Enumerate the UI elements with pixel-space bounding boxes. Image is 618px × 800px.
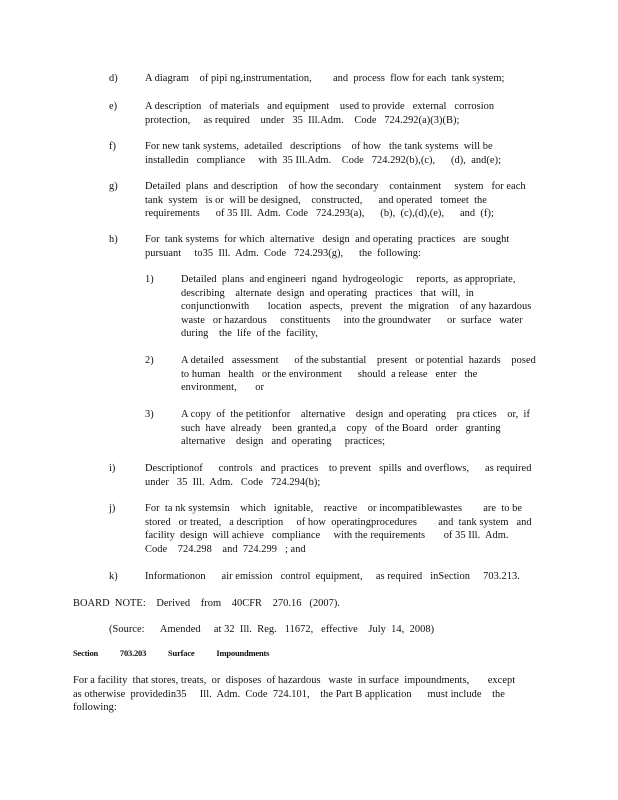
text-line: stored or treated, a description of how operatingprocedures and tank system and [145, 516, 532, 528]
text-line: conjunctionwith location aspects, prevent the migration of any hazardous [181, 301, 532, 313]
text-line: For new tank systems, adetailed descriptions of how the tank systems will be [145, 141, 493, 152]
text-line: facility design will achieve compliance with the requirements of 35 Ill. Adm. [145, 530, 509, 542]
sub-item-text [181, 408, 541, 449]
sub-item-label: 2) [145, 355, 154, 366]
text-line: A description of materials and equipment used to provide external corrosion [145, 101, 495, 112]
text-line: such have already been granted,a copy of the Board order granting [181, 422, 501, 434]
item-text [145, 233, 541, 260]
text-line: tank system is or will be designed, constructed, and operated tomeet the [145, 194, 487, 206]
sub-item-label: 3) [145, 409, 154, 420]
text-line: A copy of the petitionfor alternative design and operating pra ctices or, if [181, 409, 530, 420]
item-label: g) [109, 181, 118, 192]
item-text [145, 462, 541, 489]
item-text [145, 502, 541, 556]
text-line: Informationon air emission control equipment, as required inSection 703.213. [145, 571, 520, 582]
item-label: k) [109, 571, 118, 582]
text-line: protection, as required under 35 Ill.Adm. Code 724.292(a)(3)(B); [145, 114, 460, 126]
item-text [145, 570, 541, 584]
section-title-part: Surface [168, 648, 195, 658]
text-line: following: [73, 702, 117, 714]
section-heading [73, 648, 269, 658]
item-label: f) [109, 141, 117, 152]
section-intro-paragraph [73, 674, 541, 715]
text-line: A detailed assessment of the substantial present or potential hazards posed [181, 355, 536, 366]
text-line: as otherwise providedin35 Ill. Adm. Code 724.101, the Part B application must include the [73, 688, 505, 700]
text-line: Detailed plans and description of how the secondary containment system for each [145, 181, 526, 192]
text-line: For a facility that stores, treats, or disposes of hazardous waste in surface impoundments, except [73, 675, 516, 686]
section-title-part: Impoundments [216, 648, 270, 658]
item-text [145, 72, 541, 86]
text-line: Descriptionof controls and practices to prevent spills and overflows, as required [145, 463, 532, 474]
item-label: e) [109, 101, 118, 112]
text-line: Code 724.298 and 724.299 ; and [145, 543, 306, 555]
section-word: Section [73, 648, 99, 658]
text-line: requirements of 35 Ill. Adm. Code 724.293(a), (b), (c),(d),(e), and (f); [145, 208, 494, 220]
text-line: For ta nk systemsin which ignitable, reactive or incompatiblewastes are to be [145, 503, 523, 514]
item-text [145, 180, 541, 221]
item-label: d) [109, 73, 118, 84]
item-label: j) [109, 503, 116, 514]
board-note-text: BOARD NOTE: Derived from 40CFR 270.16 (2007). [73, 598, 341, 609]
item-text [145, 140, 541, 167]
item-label: i) [109, 463, 116, 474]
sub-item-text [181, 354, 541, 395]
text-line: under 35 Ill. Adm. Code 724.294(b); [145, 476, 321, 488]
text-line: installedin compliance with 35 Ill.Adm. Code 724.292(b),(c), (d), and(e); [145, 154, 502, 166]
text-line: A diagram of pipi ng,instrumentation, and process flow for each tank system; [145, 73, 505, 84]
text-line: to human health or the environment should a release enter the [181, 368, 478, 380]
source-note-text: (Source: Amended at 32 Ill. Reg. 11672, effective July 14, 2008) [109, 624, 435, 635]
text-line: during the life of the facility, [181, 328, 318, 340]
item-label: h) [109, 234, 118, 245]
sub-item-text [181, 273, 541, 341]
section-number: 703.203 [119, 648, 147, 658]
text-line: pursuant to35 Ill. Adm. Code 724.293(g), the following: [145, 247, 421, 259]
sub-item-label: 1) [145, 274, 154, 285]
text-line: describing alternate design and operating practices that will, in [181, 287, 474, 299]
source-note [109, 623, 541, 637]
text-line: alternative design and operating practices; [181, 436, 386, 448]
text-line: environment, or [181, 382, 265, 394]
item-text [145, 100, 541, 127]
text-line: Detailed plans and engineeri ngand hydrogeologic reports, as appropriate, [181, 274, 516, 285]
text-line: waste or hazardous constituents into the groundwater or surface water [181, 314, 523, 326]
board-note [73, 597, 541, 611]
text-line: For tank systems for which alternative design and operating practices are sought [145, 234, 510, 245]
